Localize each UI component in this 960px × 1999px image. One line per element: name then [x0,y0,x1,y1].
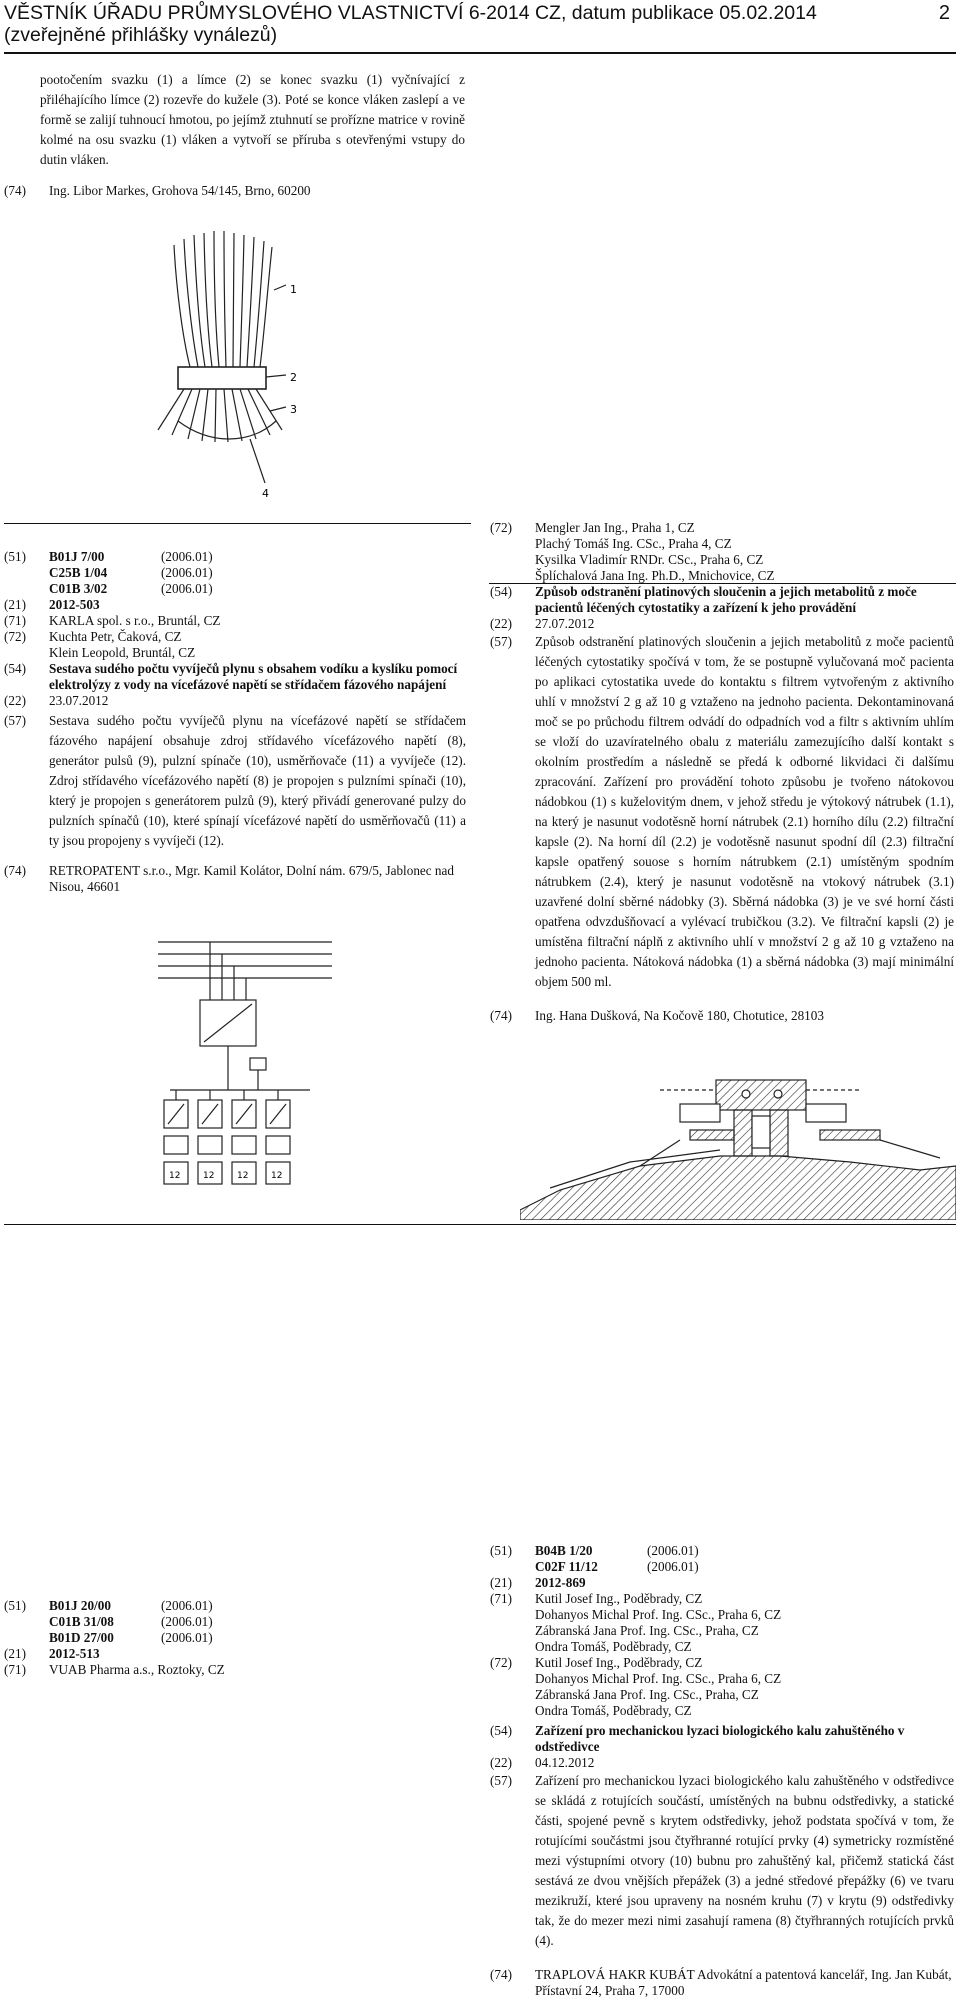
inventor: Kutil Josef Ing., Poděbrady, CZ [535,1655,703,1670]
code-74: (74) [4,863,26,878]
applicant: KARLA spol. s r.o., Bruntál, CZ [49,613,221,628]
journal-header [4,2,956,46]
journal-title: VĚSTNÍK ÚŘADU PRŮMYSLOVÉHO VLASTNICTVÍ 6-2014 CZ, datum publikace 05.02.2014 [4,2,817,24]
code-54: (54) [490,584,512,599]
ipc-version: (2006.01) [161,1614,213,1629]
ipc-version: (2006.01) [161,1598,213,1613]
code-21: (21) [4,1646,26,1661]
ipc-class: B04B 1/20 [535,1543,593,1558]
separator-right-1 [489,583,956,584]
fig2-label-12: 12 [271,1171,283,1181]
continuation-text: pootočením svazku (1) a límce (2) se konec svazku (1) vyčnívající z přiléhajícího límce (2) rozevře do kužele (3). Poté se konce vláken zaslepí a ve formě se zalijí tuhnoucí hmotou, po jejímž ztuhnutí se prořízne matrice v rovině kolmé na osu svazku (1) vláken a vytvoří se příruba s otevřenými vstupy do dutin vláken. [40,72,465,167]
filing-date: 27.07.2012 [535,616,595,631]
code-74: (74) [490,1008,512,1023]
filing-date: 23.07.2012 [49,693,109,708]
code-21: (21) [4,597,26,612]
code-22: (22) [490,1755,512,1770]
ipc-version: (2006.01) [647,1559,699,1574]
fig1-label-3: 3 [290,403,297,416]
code-71: (71) [4,1662,26,1677]
code-21: (21) [490,1575,512,1590]
record-2012-503 [4,549,466,895]
applicant: VUAB Pharma a.s., Roztoky, CZ [49,1662,225,1677]
left-continuation [40,70,465,170]
fig2-label-12: 12 [169,1171,181,1181]
code-54: (54) [490,1723,512,1738]
agent: Ing. Hana Dušková, Na Kočově 180, Chotutice, 28103 [535,1008,824,1023]
ipc-class: B01J 20/00 [49,1598,111,1613]
code-57: (57) [490,634,512,649]
ipc-class: C02F 11/12 [535,1559,598,1574]
code-72: (72) [490,520,512,535]
ipc-version: (2006.01) [161,565,213,580]
inventor: Kuchta Petr, Čaková, CZ [49,629,182,644]
ipc-version: (2006.01) [161,549,213,564]
agent: RETROPATENT s.r.o., Mgr. Kamil Kolátor, Dolní nám. 679/5, Jablonec nad Nisou, 46601 [49,863,454,894]
invention-title: Zařízení pro mechanickou lyzaci biologického kalu zahuštěného v odstředivce [535,1723,905,1754]
applicant: Dohanyos Michal Prof. Ing. CSc., Praha 6, CZ [535,1607,782,1622]
code-72: (72) [490,1655,512,1670]
ipc-version: (2006.01) [161,581,213,596]
figure-fiber-bundle [150,225,320,505]
code-22: (22) [4,693,26,708]
code-57: (57) [490,1773,512,1788]
applicant: Kutil Josef Ing., Poděbrady, CZ [535,1591,703,1606]
separator-left-1 [4,523,471,524]
fig2-label-12: 12 [203,1171,215,1181]
invention-title: Způsob odstranění platinových sloučenin a jejich metabolitů z moče pacientů léčených cytostatiky a zařízení k jeho provádění [535,584,917,615]
ipc-version: (2006.01) [647,1543,699,1558]
figure-centrifuge-section [520,1070,956,1220]
record-right-1 [490,520,954,1024]
inventor: Plachý Tomáš Ing. CSc., Praha 4, CZ [535,536,732,551]
fig1-label-4: 4 [262,487,269,500]
ipc-class: C01B 3/02 [49,581,108,596]
code-74: (74) [4,183,26,198]
left-agent-1 [4,183,464,199]
agent-text: Ing. Libor Markes, Grohova 54/145, Brno, 60200 [49,183,311,198]
code-22: (22) [490,616,512,631]
inventor: Klein Leopold, Bruntál, CZ [49,645,196,660]
abstract: Způsob odstranění platinových sloučenin a jejich metabolitů z moče pacientů léčených cytostatiky spočívá v tom, že se postupně vylučovaná moč pacienta po aplikaci cytostatika uvede do kontaktu s filtrem vytvořeným z aktivního uhlí v množství 2 g až 10 g vztaženo na jednoho pacienta. Dekontaminovaná moč se po průchodu filtrem odvádí do odpadních vod a filtr s aktivním uhlím se vloží do uzavíratelného obalu z materiálu zamezujícího další kontakt s okolním prostředím a následně se předá k odborné likvidaci či dalšímu zpracování. Zařízení pro provádění tohoto způsobu je tvořeno nátokovou nádobkou (1) s kuželovitým dnem, v jehož středu je výtokový nátrubek (1.1), na který je nasunut vodotěsně horní nátrubek (2.1) horního dílu (2.2) filtrační kapsle (2). Na horní díl (2.2) je vodotěsně nasunut spodní díl (2.3) filtrační kapsle opatřený souose s horním nátrubkem (2.1) umístěným spodním nátrubkem (2.4), který je nasunut vodotěsně na vtokový nátrubek (3.1) uzavřené dolní sběrné nádobky (3). Sběrná nádobka (3) je ve své horní části opatřena odvzdušňovací a vylévací trubičkou (3.2). Ve filtrační kapsli (2) je umístěna filtrační náplň z aktivního uhlí v množství 2 g až 10 g vztaženo na jednoho pacienta. Nátoková nádobka (1) a sběrná nádobka (3) mají minimální objem 500 ml. [535,634,954,989]
code-71: (71) [4,613,26,628]
fig1-label-1: 1 [290,283,297,296]
fig2-label-12: 12 [237,1171,249,1181]
application-number: 2012-513 [49,1646,100,1661]
application-number: 2012-503 [49,597,100,612]
inventor: Zábranská Jana Prof. Ing. CSc., Praha, CZ [535,1687,759,1702]
ipc-version: (2006.01) [161,1630,213,1645]
figure-electrical-schematic [150,930,340,1210]
inventor: Mengler Jan Ing., Praha 1, CZ [535,520,695,535]
ipc-class: B01J 7/00 [49,549,105,564]
code-51: (51) [4,1598,26,1613]
invention-title: Sestava sudého počtu vyvíječů plynu s obsahem vodíku a kyslíku pomocí elektrolýzy z vody na vícefázové napětí se střídačem fázového napájení [49,661,458,692]
inventor: Dohanyos Michal Prof. Ing. CSc., Praha 6, CZ [535,1671,782,1686]
inventor: Ondra Tomáš, Poděbrady, CZ [535,1703,692,1718]
code-74: (74) [490,1967,512,1982]
ipc-class: B01D 27/00 [49,1630,114,1645]
applicant: Ondra Tomáš, Poděbrady, CZ [535,1639,692,1654]
code-54: (54) [4,661,26,676]
record-2012-869 [490,1543,954,1999]
code-51: (51) [490,1543,512,1558]
inventor: Šplíchalová Jana Ing. Ph.D., Mnichovice, CZ [535,568,775,583]
record-2012-513 [4,1598,466,1678]
separator-bottom [4,1224,956,1225]
ipc-class: C25B 1/04 [49,565,108,580]
abstract: Zařízení pro mechanickou lyzaci biologického kalu zahuštěného v odstředivce se skládá z rotujících součástí, umístěných na bubnu odstředivky, a statické části, spojené pevně s krytem odstředivky, jehož podstata spočívá v tom, že rotujícími součástmi jsou čtyřhranné rotující prvky (4) symetricky rozmístěné mezi výstupními otvory (10) bubnu pro zahuštěný kal, přičemž statická část sestává ze dvou vnějších přepážek (3) a jedné středové přepážky (6) ve tvaru mezikruží, které jsou upraveny na nosném kruhu (7) v krytu (9) odstředivky tak, že do mezer mezi nimi zasahují ramena (8) čtyřhranných rotujících prvků (4). [535,1773,954,1948]
header-rule [4,52,956,54]
journal-subtitle: (zveřejněné přihlášky vynálezů) [4,24,278,46]
abstract: Sestava sudého počtu vyvíječů plynu na vícefázové napětí se střídačem fázového napájení obsahuje zdroj střídavého vícefázového napětí (8), generátor pulsů (9), pulzní spínače (10), usměrňovače (11) a vyvíječe (12). Zdroj střídavého vícefázového napětí (8) je propojen s pulzními spínači (10), který je propojen s generátorem pulzů (9), který přivádí generované pulzy do pulzních spínačů (10), které spínají vícefázové napětí do usměrňovačů (11) a ty jsou propojeny s vyvíječi (12). [49,713,466,848]
code-57: (57) [4,713,26,728]
code-51: (51) [4,549,26,564]
agent: TRAPLOVÁ HAKR KUBÁT Advokátní a patentová kancelář, Ing. Jan Kubát, Přístavní 24, Praha 7, 17000 [535,1967,952,1998]
page-number: 2 [938,2,950,24]
filing-date: 04.12.2012 [535,1755,595,1770]
code-71: (71) [490,1591,512,1606]
fig1-label-2: 2 [290,371,297,384]
inventor: Kysilka Vladimír RNDr. CSc., Praha 6, CZ [535,552,764,567]
code-72: (72) [4,629,26,644]
ipc-class: C01B 31/08 [49,1614,114,1629]
applicant: Zábranská Jana Prof. Ing. CSc., Praha, CZ [535,1623,759,1638]
application-number: 2012-869 [535,1575,586,1590]
